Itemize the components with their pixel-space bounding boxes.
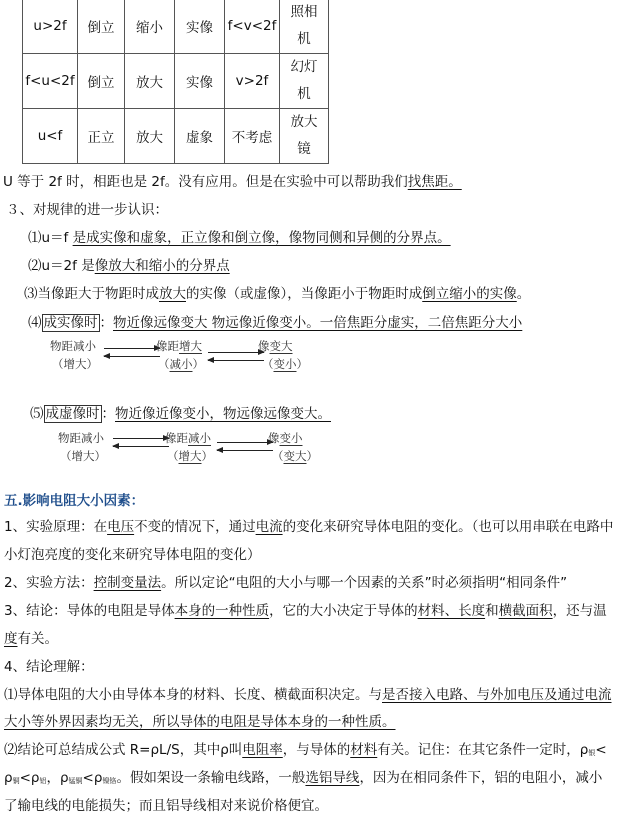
object-distance-label: 物距减小 [50, 339, 96, 353]
bidirectional-arrow-icon [208, 350, 264, 364]
conclusion-line-2 [4, 627, 58, 647]
boxed-label: 成虚像时 [45, 406, 100, 422]
item-prefix: ⑵u＝2f 是 [28, 258, 95, 274]
underlined: 电阻率 [242, 742, 283, 758]
method-line [4, 571, 567, 591]
image-distance-alt [158, 356, 204, 372]
underlined: 横截面积 [498, 603, 553, 619]
object-distance-label: 物距减小 [58, 431, 104, 445]
item-underlined: 物近像远像变大 物远像近像变小。一倍焦距分虚实，二倍焦距分大小 [113, 315, 523, 331]
object-distance-cell: u>2f [23, 0, 78, 54]
item-prefix: ⑴u＝f [28, 230, 73, 246]
application-cell [280, 109, 329, 164]
object-distance-alt: （增大） [52, 357, 98, 371]
item-text: 。 [516, 286, 531, 302]
label-underlined: 减小 [169, 357, 193, 371]
label-underlined: 增大 [179, 339, 202, 353]
item-colon: ： [99, 315, 113, 331]
label-underlined: 变大 [283, 449, 307, 463]
underlined: 电流 [255, 519, 283, 535]
rule-item-5 [30, 402, 331, 422]
less-than: < [19, 770, 31, 786]
subscript-manganin: 锰铜 [68, 777, 83, 785]
item-colon: ： [101, 406, 115, 422]
boxed-label: 成实像时 [43, 315, 98, 331]
rho-symbol: ρ [93, 770, 103, 786]
image-distance-alt [167, 448, 213, 464]
text: 。所以定论“电阻的大小与哪一个因素的关系”时必须指明“相同条件” [161, 575, 568, 591]
image-distance-label [156, 338, 202, 354]
note-u-equals-2f [3, 170, 462, 190]
understanding-2-line-3: 了输电线的电能损失；而且铝导线相对来说价格便宜。 [4, 798, 328, 814]
application-line1: 照相 [290, 4, 318, 20]
separator: ， [46, 770, 60, 786]
underlined: 材料、长度 [417, 603, 486, 619]
label-underlined: 增大 [178, 449, 202, 463]
item-text: 的实像（或虚像），当像距小于物距时成 [186, 286, 423, 302]
image-type-cell: 实像 [175, 54, 225, 109]
label-text: ） [192, 357, 204, 371]
item-prefix: ⑸ [30, 406, 44, 422]
text: 有关。 [17, 631, 58, 647]
rho-symbol: ρ [59, 770, 69, 786]
subscript-silver: 银 [588, 749, 596, 757]
note-text: U 等于 2f 时，相距也是 2f。没有应用。但是在实验中可以帮助我们 [3, 174, 408, 190]
object-distance-cell: u<f [23, 109, 78, 164]
table-row [23, 109, 329, 164]
rho-symbol: ρ [30, 770, 40, 786]
item-prefix: ⑷ [28, 315, 42, 331]
image-distance-cell: f<v<2f [225, 0, 280, 54]
text: 有关。记住：在其它条件一定时， [377, 742, 580, 758]
label-underlined: 变小 [273, 357, 297, 371]
text: ，因为在相同条件下，铝的电阻小，减小 [359, 770, 603, 786]
label-underlined: 变大 [269, 339, 293, 353]
underlined: 本身的一种性质 [174, 603, 270, 619]
label-text: （ [167, 449, 179, 463]
text: 和 [485, 603, 499, 619]
application-line1: 幻灯 [290, 59, 318, 75]
item-underlined: 倒立缩小的实像 [422, 286, 517, 302]
text: 3、结论：导体的电阻是导体 [4, 603, 175, 619]
table-row [23, 0, 329, 54]
period: 。 [116, 770, 130, 786]
orientation-cell: 倒立 [78, 0, 125, 54]
bidirectional-arrow-icon [217, 440, 273, 454]
principle-line-2: 小灯泡亮度的变化来研究导体电阻的变化） [4, 547, 261, 563]
less-than: < [595, 742, 607, 758]
size-cell: 放大 [125, 109, 175, 164]
understanding-1-line-2 [4, 710, 396, 730]
text: 2、实验方法： [4, 575, 94, 591]
image-distance-cell: 不考虑 [225, 109, 280, 164]
subscript-nichrome: 镍铬 [102, 777, 117, 785]
underlined: 选铝导线 [305, 770, 360, 786]
application-line2: 机 [297, 86, 311, 102]
item-text: ⑶当像距大于物距时成 [24, 286, 159, 302]
underlined: 材料 [350, 742, 378, 758]
understanding-2-line-1 [4, 738, 607, 758]
label-text: （ [158, 357, 170, 371]
label-text: ） [201, 449, 213, 463]
underlined: 控制变量法 [93, 575, 162, 591]
image-size-alt [272, 448, 318, 464]
understanding-title: 4、结论理解： [4, 659, 94, 675]
label-text: 像 [258, 339, 270, 353]
rule-item-3 [24, 282, 530, 302]
subscript-copper: 铜 [12, 777, 20, 785]
text: 1、实验原理：在 [4, 519, 108, 535]
item-underlined: 是成实像和虚象，正立像和倒立像，像物同侧和异侧的分界点。 [72, 230, 451, 246]
label-text: ） [306, 449, 318, 463]
note-underlined: 找焦距。 [407, 174, 462, 190]
image-type-cell: 虚象 [175, 109, 225, 164]
underlined: 度 [4, 631, 18, 647]
principle-line-1 [4, 515, 613, 535]
label-text: （ [262, 357, 274, 371]
label-text: 像 [268, 431, 280, 445]
underlined: 大小等外界因素均无关，所以导体的电阻是导体本身的一种性质。 [4, 714, 396, 730]
bidirectional-arrow-icon [104, 346, 160, 360]
image-size-alt [262, 356, 308, 372]
label-underlined: 减小 [188, 431, 211, 445]
orientation-cell: 倒立 [78, 54, 125, 109]
rho-symbol: ρ [579, 742, 589, 758]
label-text: 像距 [156, 339, 179, 353]
label-text: ） [296, 357, 308, 371]
underlined: 是否接入电路、与外加电压及通过电流 [382, 687, 612, 703]
section-5-heading: 五.影响电阻大小因素： [4, 493, 145, 509]
object-distance-alt: （增大） [60, 449, 106, 463]
size-cell: 放大 [125, 54, 175, 109]
image-size-label [258, 338, 293, 354]
rho-symbol: ρ [4, 770, 13, 786]
underlined: 电压 [107, 519, 135, 535]
orientation-cell: 正立 [78, 109, 125, 164]
label-underlined: 变小 [279, 431, 303, 445]
text: ⑴导体电阻的大小由导体本身的材料、长度、横截面积决定。与 [4, 687, 382, 703]
less-than: < [82, 770, 94, 786]
table-row [23, 54, 329, 109]
text: ，它的大小决定于导体的 [269, 603, 418, 619]
image-type-cell: 实像 [175, 0, 225, 54]
text: 假如架设一条输电线路，一般 [129, 770, 306, 786]
label-text: （ [272, 449, 284, 463]
size-cell: 缩小 [125, 0, 175, 54]
image-distance-label [165, 430, 211, 446]
object-distance-cell: f<u<2f [23, 54, 78, 109]
text: 不变的情况下，通过 [134, 519, 256, 535]
understanding-2-line-2 [4, 766, 602, 786]
application-line2: 镜 [297, 141, 311, 157]
rule-item-4 [28, 311, 522, 331]
section-3-title: ３、对规律的进一步认识： [6, 202, 168, 218]
image-distance-cell: v>2f [225, 54, 280, 109]
understanding-1-line-1 [4, 683, 612, 703]
application-cell [280, 0, 329, 54]
text: ⑵结论可总结成公式 R=ρL/S，其中ρ叫 [4, 742, 243, 758]
lens-imaging-table [22, 0, 329, 164]
bidirectional-arrow-icon [113, 436, 169, 450]
item-underlined: 放大 [159, 286, 186, 302]
label-text: 像距 [165, 431, 188, 445]
text: ，还与温 [552, 603, 607, 619]
rule-item-2 [28, 254, 230, 274]
rule-item-1 [28, 226, 451, 246]
text: 的变化来研究导体电阻的变化。（也可以用串联在电路中 [282, 519, 614, 535]
application-line2: 机 [297, 31, 311, 47]
application-cell [280, 54, 329, 109]
text: ，与导体的 [282, 742, 351, 758]
subscript-aluminium: 铝 [39, 777, 47, 785]
application-line1: 放大 [290, 114, 318, 130]
image-size-label [268, 430, 303, 446]
conclusion-line-1 [4, 599, 607, 619]
item-underlined: 像放大和缩小的分界点 [94, 258, 230, 274]
item-underlined: 物近像近像变小，物远像远像变大。 [115, 406, 331, 422]
